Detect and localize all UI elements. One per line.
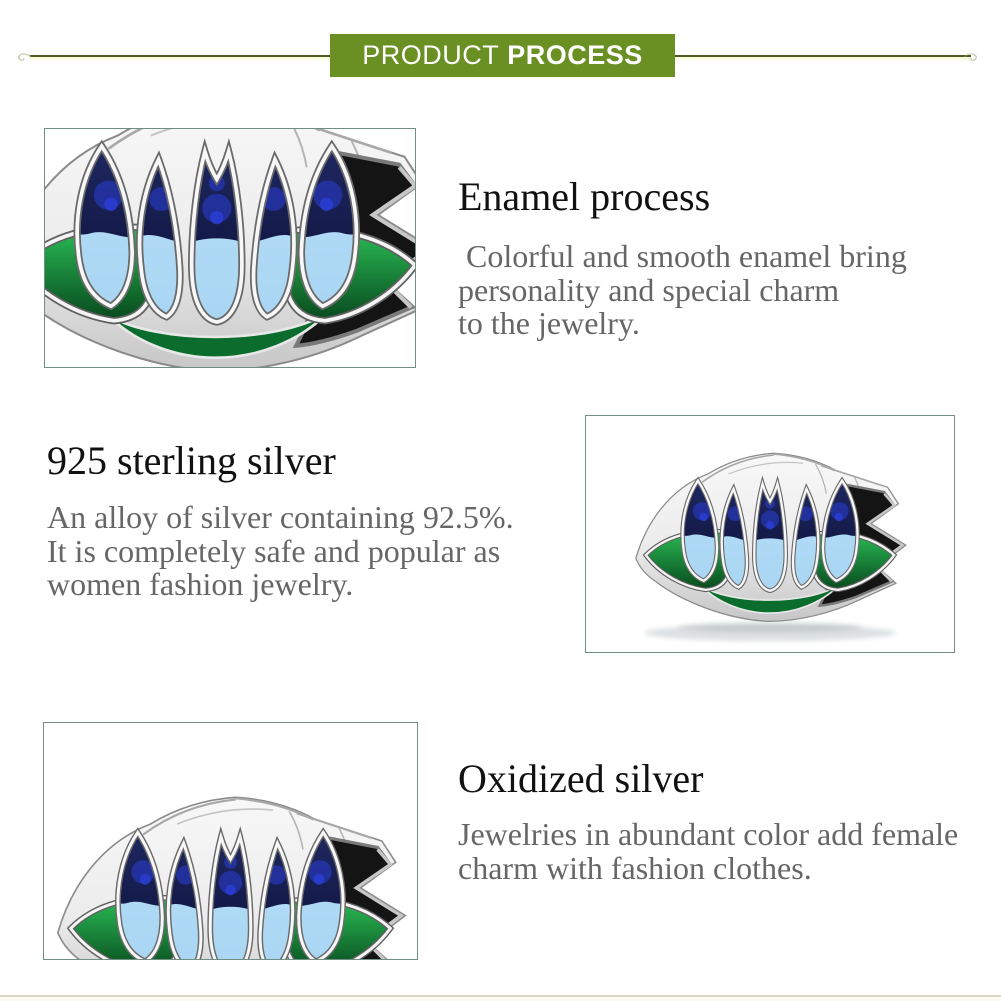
section-silver-line-3: women fashion jewelry. — [47, 566, 354, 602]
section-silver-line-1: An alloy of silver containing 92.5%. — [47, 499, 514, 535]
product-image-oxidized-closeup — [43, 722, 418, 960]
bottom-border-strip — [0, 997, 1001, 1001]
charm-illustration-top-crop — [44, 723, 417, 959]
section-enamel-heading: Enamel process — [458, 174, 711, 219]
section-enamel-line-1: Colorful and smooth enamel bring — [458, 238, 907, 274]
title-banner — [330, 34, 675, 77]
section-silver-paragraph — [47, 501, 514, 602]
banner-title-bold: PROCESS — [507, 40, 643, 70]
charm-illustration-full — [586, 416, 954, 652]
divider-flourish-left — [16, 49, 32, 65]
section-enamel-line-2: personality and special charm — [458, 271, 840, 308]
section-oxidized-paragraph — [458, 818, 958, 885]
section-oxidized-line-1: Jewelries in abundant color add female — [458, 816, 959, 852]
section-oxidized-heading: Oxidized silver — [458, 756, 704, 801]
divider-flourish-right — [963, 49, 979, 65]
section-silver-heading: 925 sterling silver — [47, 438, 336, 483]
product-image-full-charm — [585, 415, 955, 653]
section-enamel-line-3: to the jewelry. — [458, 305, 640, 341]
charm-illustration-closeup — [45, 129, 415, 367]
banner-title-regular: PRODUCT — [362, 40, 500, 70]
section-oxidized-line-2: charm with fashion clothes. — [458, 849, 812, 886]
section-enamel-paragraph — [458, 240, 907, 341]
product-image-enamel-closeup — [44, 128, 416, 368]
section-silver-line-2: It is completely safe and popular as — [47, 532, 501, 569]
